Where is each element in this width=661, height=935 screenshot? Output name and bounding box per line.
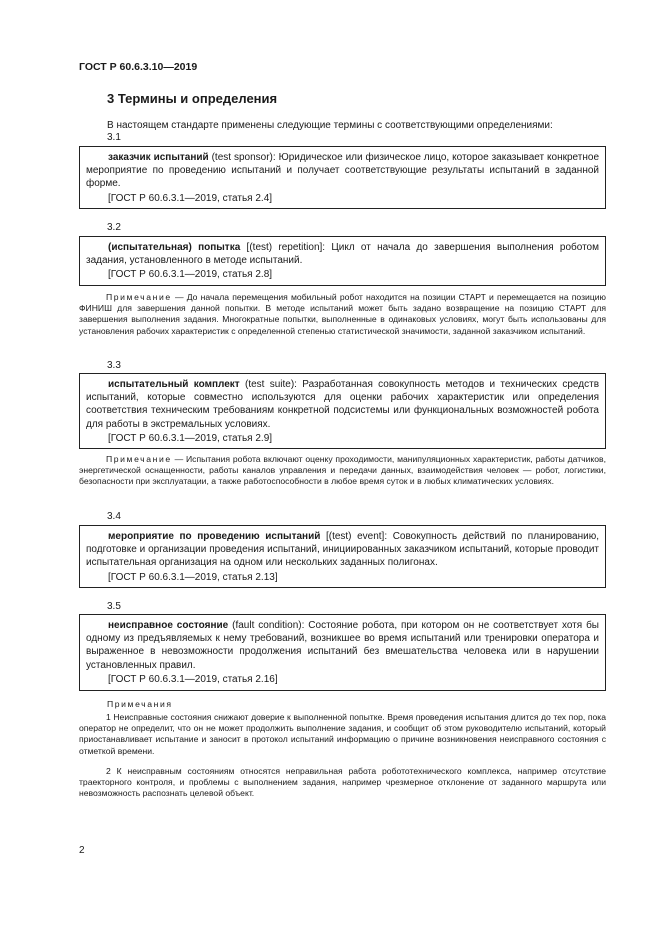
term-number: 3.4	[107, 511, 121, 522]
term-english: (fault condition):	[228, 620, 309, 631]
term-name: испытательный комплект	[108, 379, 240, 390]
term-text: Цикл от начала до завершения выполнения роботом задания, установленного в методе испытаний.	[86, 242, 599, 267]
document-code: ГОСТ Р 60.6.3.10—2019	[79, 61, 198, 73]
term-definition	[86, 619, 599, 672]
term-reference: [ГОСТ Р 60.6.3.1—2019, статья 2.8]	[108, 269, 273, 281]
term-name: заказчик испытаний	[108, 152, 209, 163]
term-english: (test suite):	[239, 379, 303, 390]
term-box	[79, 236, 606, 286]
term-number: 3.3	[107, 360, 121, 371]
term-reference: [ГОСТ Р 60.6.3.1—2019, статья 2.13]	[108, 571, 278, 583]
term-definition	[86, 378, 599, 431]
note-text: — Испытания робота включают оценку проходимости, манипуляционных характеристик, работы датчиков, энергетической оснащенности, работы каналов управления и передачи данных, взаимодействия человек — робот, логистики, безопасности при эксплуатации, а также работоспособности в любое время суток и в любых климатических условиях.	[79, 454, 606, 487]
term-name: (испытательная) попытка	[108, 242, 241, 253]
term-text: Совокупность действий по планированию, подготовке и организации проведения испытаний, инициированных заказчиком испытаний, которые проводит испытательная организация на одном или нескольких заданных полигонах.	[86, 531, 599, 569]
note	[79, 454, 606, 488]
note-text: — До начала перемещения мобильный робот находится на позиции СТАРТ и перемещается на позицию ФИНИШ для завершения данной попытки. В методе испытаний может быть задано возвращение на позицию СТАРТ для завершения выполнения задания. Многократные попытки, выполненные в одинаковых условиях, могут быть использованы для установления рабочих характеристик с определенной степенью статистической значимости, заданной заказчиком испытаний.	[79, 292, 607, 336]
note-label: Примечание	[106, 454, 172, 464]
term-text: Разработанная совокупность методов и технических средств испытаний, которые совместно используются для оценки рабочих характеристик или определения соответствия техническим требованиям конкретной подсистемы или функциональных возможностей робота для работы в экстремальных условиях.	[86, 379, 600, 430]
section-intro: В настоящем стандарте применены следующие термины с соответствующими определениями:	[107, 120, 553, 131]
note-item: 2 К неисправным состояниям относятся неправильная работа робототехнического комплекса, например отсутствие траекторного контроля, и проблемы с выполнением задания, например чрезмерное отклонение от заданного маршрута или невозможность распознать целевой объект.	[79, 766, 606, 799]
note	[79, 292, 606, 337]
term-box	[79, 373, 606, 449]
term-box	[79, 614, 606, 691]
page-number: 2	[79, 845, 85, 856]
section-title: 3 Термины и определения	[107, 91, 278, 106]
term-definition	[86, 241, 599, 267]
note-item: 1 Неисправные состояния снижают доверие к выполненной попытке. Время проведения испытания длится до тех пор, пока оператор не определит, что он не может продолжить выполнение задания, и сообщит об этом руководителю испытаний, который приостанавливает испытание и заносит в протокол испытаний информацию о причине возникновения неисправного состояния с отметкой времени.	[79, 712, 606, 756]
note-label: Примечание	[106, 292, 172, 302]
term-text: Состояние робота, при котором он не соответствует хотя бы одному из предъявляемых к нему требований, возникшее во время испытаний или тренировки оператора и выраженное в невозможности продолжения испытаний без вмешательства человека или в нарушении установленных правил.	[86, 620, 599, 671]
term-definition	[86, 530, 599, 570]
term-definition	[86, 151, 599, 191]
term-number: 3.2	[107, 222, 121, 233]
term-name: неисправное состояние	[108, 620, 229, 631]
term-box	[79, 146, 606, 209]
term-english: [(test) event]:	[320, 531, 393, 542]
term-box	[79, 525, 606, 588]
term-english: (test sponsor):	[208, 152, 279, 163]
term-text: Юридическое или физическое лицо, которое заказывает конкретное мероприятие по проведению испытаний и получает соответствующие результаты испытаний в заданной форме.	[86, 152, 600, 190]
term-reference: [ГОСТ Р 60.6.3.1—2019, статья 2.9]	[108, 432, 273, 444]
term-number: 3.1	[107, 132, 121, 143]
term-number: 3.5	[107, 601, 121, 612]
notes-heading: Примечания	[107, 699, 173, 709]
term-name: мероприятие по проведению испытаний	[108, 531, 321, 542]
term-reference: [ГОСТ Р 60.6.3.1—2019, статья 2.4]	[108, 192, 273, 204]
term-reference: [ГОСТ Р 60.6.3.1—2019, статья 2.16]	[108, 673, 278, 685]
term-english: [(test) repetition]:	[240, 242, 332, 253]
